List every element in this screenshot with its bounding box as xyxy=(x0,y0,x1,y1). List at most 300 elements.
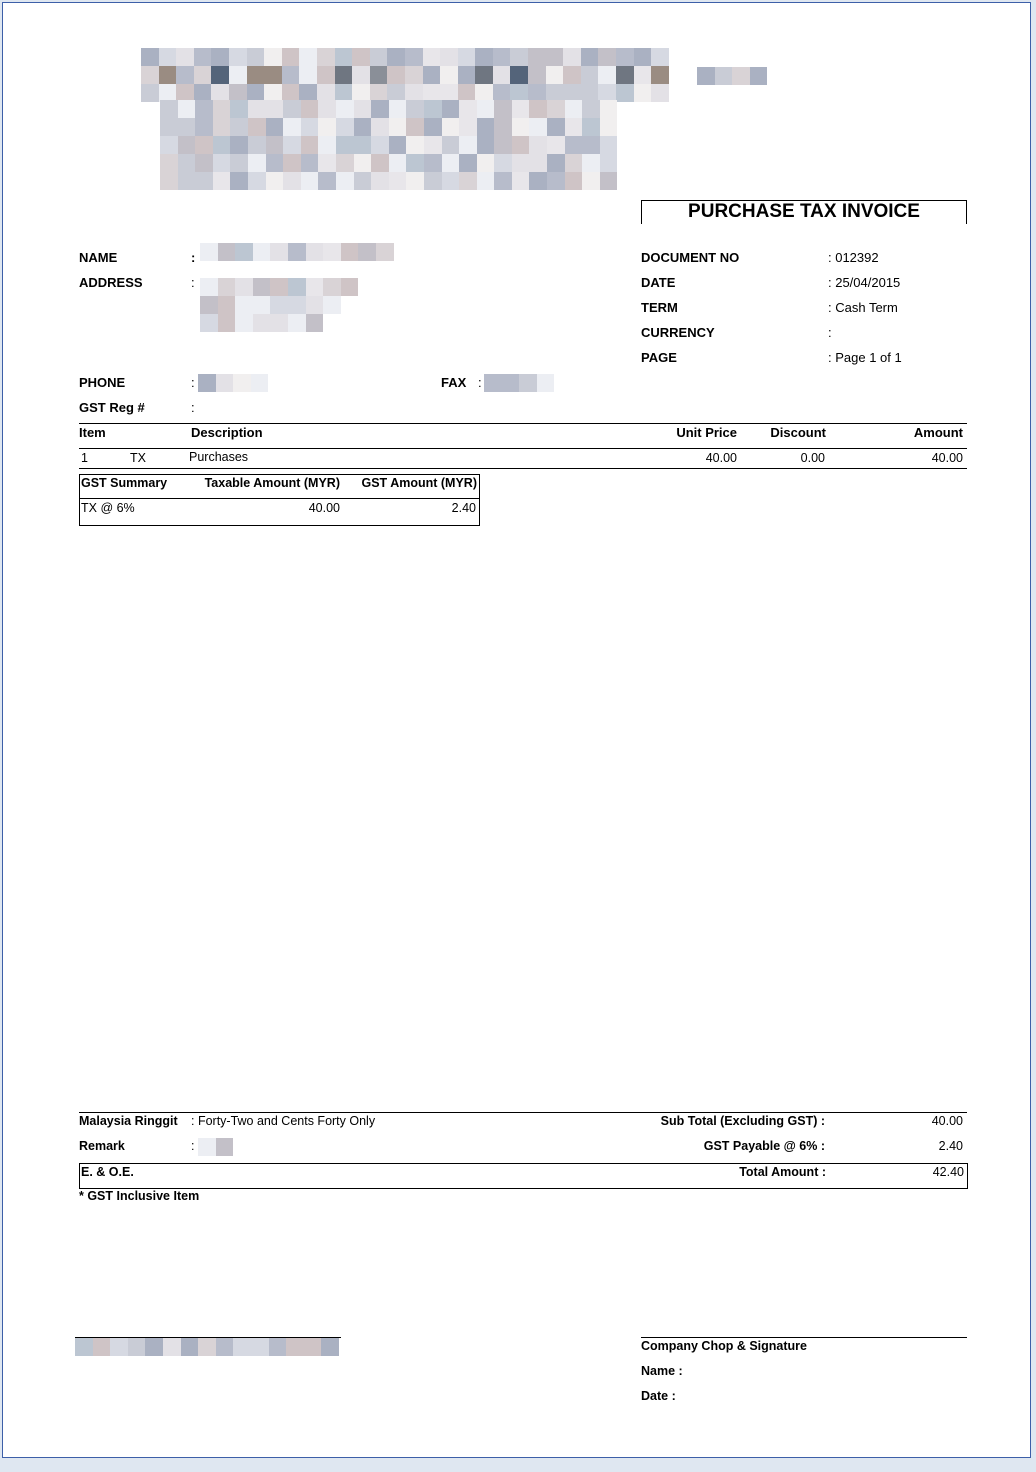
redaction-pixel xyxy=(253,296,271,314)
redaction-pixel xyxy=(528,66,546,84)
redaction-pixel xyxy=(178,136,196,154)
redaction-pixel xyxy=(336,100,354,118)
redaction-pixel xyxy=(371,118,389,136)
redaction-pixel xyxy=(406,100,424,118)
redaction-pixel xyxy=(512,100,530,118)
redaction-pixel xyxy=(600,172,618,190)
redaction-pixel xyxy=(216,1138,234,1156)
redaction-pixel xyxy=(200,314,218,332)
signature-name-label: Name : xyxy=(641,1364,683,1378)
gst-row-gst: 2.40 xyxy=(451,501,476,515)
redaction-pixel xyxy=(235,243,253,261)
redaction-pixel xyxy=(651,48,669,66)
redaction-pixel xyxy=(198,374,216,392)
redaction-pixel xyxy=(512,154,530,172)
redaction-pixel xyxy=(159,48,177,66)
redaction-pixel xyxy=(371,100,389,118)
redaction-pixel xyxy=(519,374,537,392)
redaction-pixel xyxy=(141,84,159,102)
redaction-pixel xyxy=(494,100,512,118)
document-no-value: : 012392 xyxy=(828,250,879,265)
redaction-pixel xyxy=(376,243,394,261)
redaction-pixel xyxy=(376,314,394,332)
redaction-pixel xyxy=(565,172,583,190)
items-table-top-rule xyxy=(79,423,967,424)
redaction-pixel xyxy=(160,136,178,154)
redaction-pixel xyxy=(494,172,512,190)
redaction-pixel xyxy=(306,314,324,332)
redaction-pixel xyxy=(459,118,477,136)
redaction-pixel xyxy=(233,374,251,392)
redaction-pixel xyxy=(247,66,265,84)
redaction-pixel xyxy=(512,118,530,136)
redaction-pixel xyxy=(282,48,300,66)
redaction-pixel xyxy=(406,136,424,154)
redaction-pixel xyxy=(406,172,424,190)
redaction-pixel xyxy=(352,66,370,84)
redaction-pixel xyxy=(376,296,394,314)
redacted-address xyxy=(200,278,396,332)
redaction-pixel xyxy=(750,67,768,85)
redaction-pixel xyxy=(321,1338,339,1356)
redaction-pixel xyxy=(251,1338,269,1356)
redaction-pixel xyxy=(335,48,353,66)
redaction-pixel xyxy=(336,136,354,154)
term-label: TERM xyxy=(641,300,678,315)
redaction-pixel xyxy=(318,154,336,172)
redaction-pixel xyxy=(370,48,388,66)
redacted-name xyxy=(200,243,396,261)
row-discount: 0.00 xyxy=(800,451,825,465)
signature-date-label: Date : xyxy=(641,1389,676,1403)
redaction-pixel xyxy=(266,154,284,172)
redaction-pixel xyxy=(424,100,442,118)
redacted-company-name xyxy=(141,48,671,102)
redaction-pixel xyxy=(484,374,502,392)
gst-row-taxable: 40.00 xyxy=(308,501,340,515)
gst-reg-colon: : xyxy=(191,400,195,415)
redaction-pixel xyxy=(211,48,229,66)
redaction-pixel xyxy=(145,1338,163,1356)
redacted-remark xyxy=(198,1138,248,1156)
redaction-pixel xyxy=(248,118,266,136)
redaction-pixel xyxy=(341,314,359,332)
redaction-pixel xyxy=(598,48,616,66)
redaction-pixel xyxy=(358,243,376,261)
redacted-phone xyxy=(198,374,284,392)
redaction-pixel xyxy=(598,66,616,84)
redaction-pixel xyxy=(253,314,271,332)
redaction-pixel xyxy=(235,278,253,296)
subtotal-label: Sub Total (Excluding GST) : xyxy=(660,1114,825,1128)
redaction-pixel xyxy=(251,374,269,392)
chop-signature-rule xyxy=(641,1337,967,1338)
redaction-pixel xyxy=(336,172,354,190)
gst-payable-label: GST Payable @ 6% : xyxy=(703,1139,825,1153)
redaction-pixel xyxy=(582,118,600,136)
fax-label: FAX xyxy=(441,375,467,390)
redaction-pixel xyxy=(529,100,547,118)
redaction-pixel xyxy=(176,48,194,66)
col-unit-price-header: Unit Price xyxy=(676,425,737,440)
items-table-bottom-rule xyxy=(79,468,967,469)
redaction-pixel xyxy=(93,1338,111,1356)
redaction-pixel xyxy=(194,66,212,84)
redaction-pixel xyxy=(253,243,271,261)
redaction-pixel xyxy=(264,66,282,84)
row-description: Purchases xyxy=(189,450,249,464)
redaction-pixel xyxy=(405,48,423,66)
redaction-pixel xyxy=(341,296,359,314)
redaction-pixel xyxy=(459,154,477,172)
redaction-pixel xyxy=(266,118,284,136)
redaction-pixel xyxy=(354,100,372,118)
redaction-pixel xyxy=(323,296,341,314)
redaction-pixel xyxy=(270,296,288,314)
redaction-pixel xyxy=(299,66,317,84)
company-chop-label: Company Chop & Signature xyxy=(641,1339,807,1353)
redaction-pixel xyxy=(248,136,266,154)
redaction-pixel xyxy=(459,172,477,190)
gst-inclusive-note: * GST Inclusive Item xyxy=(79,1189,200,1203)
redaction-pixel xyxy=(304,1338,322,1356)
redaction-pixel xyxy=(159,66,177,84)
redaction-pixel xyxy=(354,136,372,154)
redaction-pixel xyxy=(248,100,266,118)
gst-payable-value: 2.40 xyxy=(938,1139,963,1153)
redaction-pixel xyxy=(323,314,341,332)
redaction-pixel xyxy=(318,118,336,136)
redaction-pixel xyxy=(581,48,599,66)
redaction-pixel xyxy=(352,48,370,66)
redaction-pixel xyxy=(389,154,407,172)
redaction-pixel xyxy=(354,154,372,172)
redaction-pixel xyxy=(547,118,565,136)
redaction-pixel xyxy=(283,118,301,136)
items-table-header-rule xyxy=(79,448,967,449)
redaction-pixel xyxy=(178,118,196,136)
redaction-pixel xyxy=(218,278,236,296)
redaction-pixel xyxy=(230,136,248,154)
redaction-pixel xyxy=(229,66,247,84)
redaction-pixel xyxy=(565,118,583,136)
redaction-pixel xyxy=(494,136,512,154)
redaction-pixel xyxy=(440,66,458,84)
redaction-pixel xyxy=(163,1338,181,1356)
redaction-pixel xyxy=(423,66,441,84)
redaction-pixel xyxy=(389,172,407,190)
redaction-pixel xyxy=(211,66,229,84)
redaction-pixel xyxy=(547,154,565,172)
redaction-pixel xyxy=(423,48,441,66)
redaction-pixel xyxy=(230,118,248,136)
redaction-pixel xyxy=(218,314,236,332)
row-unit-price: 40.00 xyxy=(705,451,737,465)
name-colon: : xyxy=(191,250,196,265)
redaction-pixel xyxy=(458,66,476,84)
redaction-pixel xyxy=(181,1338,199,1356)
redaction-pixel xyxy=(282,66,300,84)
redaction-pixel xyxy=(582,172,600,190)
redaction-pixel xyxy=(323,243,341,261)
redaction-pixel xyxy=(317,66,335,84)
redaction-pixel xyxy=(341,278,359,296)
redaction-pixel xyxy=(216,1338,234,1356)
redaction-pixel xyxy=(537,374,555,392)
redaction-pixel xyxy=(424,118,442,136)
subtotal-value: 40.00 xyxy=(931,1114,963,1128)
redaction-pixel xyxy=(266,172,284,190)
redaction-pixel xyxy=(600,118,618,136)
redaction-pixel xyxy=(194,48,212,66)
redaction-pixel xyxy=(216,374,234,392)
redaction-pixel xyxy=(200,243,218,261)
redaction-pixel xyxy=(529,136,547,154)
redaction-pixel xyxy=(600,154,618,172)
redaction-pixel xyxy=(301,100,319,118)
col-item-header: Item xyxy=(79,425,106,440)
col-description-header: Description xyxy=(191,425,263,440)
redaction-pixel xyxy=(405,66,423,84)
redaction-pixel xyxy=(424,172,442,190)
redaction-pixel xyxy=(477,118,495,136)
redaction-pixel xyxy=(288,278,306,296)
gst-summary-table xyxy=(79,474,480,526)
col-discount-header: Discount xyxy=(770,425,826,440)
page-label: PAGE xyxy=(641,350,677,365)
invoice-page xyxy=(2,2,1031,1458)
name-label: NAME xyxy=(79,250,118,265)
redaction-pixel xyxy=(376,278,394,296)
redaction-pixel xyxy=(651,66,669,84)
redaction-pixel xyxy=(442,154,460,172)
redaction-pixel xyxy=(270,314,288,332)
redaction-pixel xyxy=(286,1338,304,1356)
redaction-pixel xyxy=(299,48,317,66)
redaction-pixel xyxy=(198,1138,216,1156)
redaction-pixel xyxy=(336,118,354,136)
redaction-pixel xyxy=(301,172,319,190)
redaction-pixel xyxy=(582,154,600,172)
phone-label: PHONE xyxy=(79,375,126,390)
redaction-pixel xyxy=(198,1338,216,1356)
redaction-pixel xyxy=(160,172,178,190)
redaction-pixel xyxy=(270,278,288,296)
ringgit-words: : Forty-Two and Cents Forty Only xyxy=(191,1114,376,1128)
redaction-pixel xyxy=(529,172,547,190)
redaction-pixel xyxy=(318,136,336,154)
remark-colon: : xyxy=(191,1139,195,1153)
redaction-pixel xyxy=(283,136,301,154)
redaction-pixel xyxy=(582,136,600,154)
redaction-pixel xyxy=(512,136,530,154)
redaction-pixel xyxy=(371,136,389,154)
redaction-pixel xyxy=(459,100,477,118)
redacted-fax xyxy=(484,374,570,392)
redaction-pixel xyxy=(283,100,301,118)
redaction-pixel xyxy=(160,118,178,136)
row-item-number: 1 xyxy=(81,451,88,465)
redacted-company-suffix xyxy=(697,67,769,85)
redaction-pixel xyxy=(213,136,231,154)
redaction-pixel xyxy=(317,48,335,66)
redaction-pixel xyxy=(458,48,476,66)
redaction-pixel xyxy=(477,172,495,190)
redaction-pixel xyxy=(493,48,511,66)
redaction-pixel xyxy=(406,118,424,136)
redaction-pixel xyxy=(266,100,284,118)
col-amount-header: Amount xyxy=(913,425,963,440)
ringgit-label: Malaysia Ringgit xyxy=(79,1114,178,1128)
redaction-pixel xyxy=(546,48,564,66)
date-label: DATE xyxy=(641,275,676,290)
redaction-pixel xyxy=(178,154,196,172)
redaction-pixel xyxy=(270,243,288,261)
redaction-pixel xyxy=(502,374,520,392)
redaction-pixel xyxy=(475,48,493,66)
redaction-pixel xyxy=(600,136,618,154)
redaction-pixel xyxy=(230,154,248,172)
redaction-pixel xyxy=(195,154,213,172)
redaction-pixel xyxy=(565,136,583,154)
redaction-pixel xyxy=(547,100,565,118)
redaction-pixel xyxy=(341,243,359,261)
redaction-pixel xyxy=(306,278,324,296)
redaction-pixel xyxy=(387,66,405,84)
redaction-pixel xyxy=(389,136,407,154)
redaction-pixel xyxy=(565,100,583,118)
left-signature-rule xyxy=(75,1337,341,1338)
redaction-pixel xyxy=(318,100,336,118)
redaction-pixel xyxy=(565,154,583,172)
redaction-pixel xyxy=(195,136,213,154)
redaction-pixel xyxy=(200,278,218,296)
currency-value: : xyxy=(828,325,832,340)
redaction-pixel xyxy=(306,296,324,314)
redaction-pixel xyxy=(218,296,236,314)
redaction-pixel xyxy=(110,1338,128,1356)
redaction-pixel xyxy=(477,100,495,118)
redaction-pixel xyxy=(563,66,581,84)
redaction-pixel xyxy=(459,136,477,154)
redaction-pixel xyxy=(283,154,301,172)
redaction-pixel xyxy=(732,67,750,85)
redaction-pixel xyxy=(358,296,376,314)
redaction-pixel xyxy=(354,172,372,190)
document-no-label: DOCUMENT NO xyxy=(641,250,740,265)
eoe-label: E. & O.E. xyxy=(81,1165,134,1179)
redaction-pixel xyxy=(178,100,196,118)
redaction-pixel xyxy=(546,66,564,84)
redaction-pixel xyxy=(301,118,319,136)
redaction-pixel xyxy=(634,48,652,66)
redacted-company-signature-line xyxy=(75,1338,341,1356)
redaction-pixel xyxy=(336,154,354,172)
redaction-pixel xyxy=(213,100,231,118)
redaction-pixel xyxy=(141,48,159,66)
redaction-pixel xyxy=(301,154,319,172)
redaction-pixel xyxy=(634,66,652,84)
redaction-pixel xyxy=(494,118,512,136)
redaction-pixel xyxy=(323,278,341,296)
redaction-pixel xyxy=(233,1338,251,1356)
redaction-pixel xyxy=(371,172,389,190)
redaction-pixel xyxy=(651,84,669,102)
redaction-pixel xyxy=(440,48,458,66)
redaction-pixel xyxy=(475,66,493,84)
redaction-pixel xyxy=(389,100,407,118)
redaction-pixel xyxy=(264,48,282,66)
redaction-pixel xyxy=(288,296,306,314)
redaction-pixel xyxy=(424,154,442,172)
redaction-pixel xyxy=(354,118,372,136)
redaction-pixel xyxy=(582,100,600,118)
row-amount: 40.00 xyxy=(931,451,963,465)
row-tax-code: TX xyxy=(130,451,146,465)
redaction-pixel xyxy=(200,296,218,314)
redaction-pixel xyxy=(494,154,512,172)
redaction-pixel xyxy=(547,172,565,190)
redaction-pixel xyxy=(230,172,248,190)
redaction-pixel xyxy=(616,48,634,66)
redaction-pixel xyxy=(176,66,194,84)
redacted-company-address xyxy=(160,100,620,190)
fax-colon: : xyxy=(478,375,482,390)
total-amount-box xyxy=(79,1163,968,1189)
redaction-pixel xyxy=(195,172,213,190)
redaction-pixel xyxy=(510,48,528,66)
total-amount-value: 42.40 xyxy=(932,1165,964,1179)
address-colon: : xyxy=(191,275,195,290)
redaction-pixel xyxy=(301,136,319,154)
redaction-pixel xyxy=(318,172,336,190)
gst-row-code: TX @ 6% xyxy=(81,501,135,515)
redaction-pixel xyxy=(213,154,231,172)
redaction-pixel xyxy=(213,172,231,190)
redaction-pixel xyxy=(510,66,528,84)
redaction-pixel xyxy=(406,154,424,172)
redaction-pixel xyxy=(358,278,376,296)
date-value: : 25/04/2015 xyxy=(828,275,901,290)
redaction-pixel xyxy=(512,172,530,190)
page-value: : Page 1 of 1 xyxy=(828,350,902,365)
redaction-pixel xyxy=(563,48,581,66)
redaction-pixel xyxy=(634,84,652,102)
redaction-pixel xyxy=(266,136,284,154)
redaction-pixel xyxy=(178,172,196,190)
gst-summary-header: GST Summary xyxy=(81,476,168,490)
redaction-pixel xyxy=(247,48,265,66)
redaction-pixel xyxy=(128,1338,146,1356)
gst-amount-header: GST Amount (MYR) xyxy=(361,476,477,490)
redaction-pixel xyxy=(581,66,599,84)
redaction-pixel xyxy=(477,154,495,172)
redaction-pixel xyxy=(442,172,460,190)
redaction-pixel xyxy=(600,100,618,118)
redaction-pixel xyxy=(616,66,634,84)
redaction-pixel xyxy=(442,136,460,154)
redaction-pixel xyxy=(715,67,733,85)
redaction-pixel xyxy=(229,48,247,66)
currency-label: CURRENCY xyxy=(641,325,715,340)
redaction-pixel xyxy=(697,67,715,85)
taxable-amount-header: Taxable Amount (MYR) xyxy=(204,476,340,490)
redaction-pixel xyxy=(529,118,547,136)
gst-reg-label: GST Reg # xyxy=(79,400,145,415)
redaction-pixel xyxy=(218,243,236,261)
redaction-pixel xyxy=(442,118,460,136)
redaction-pixel xyxy=(528,48,546,66)
